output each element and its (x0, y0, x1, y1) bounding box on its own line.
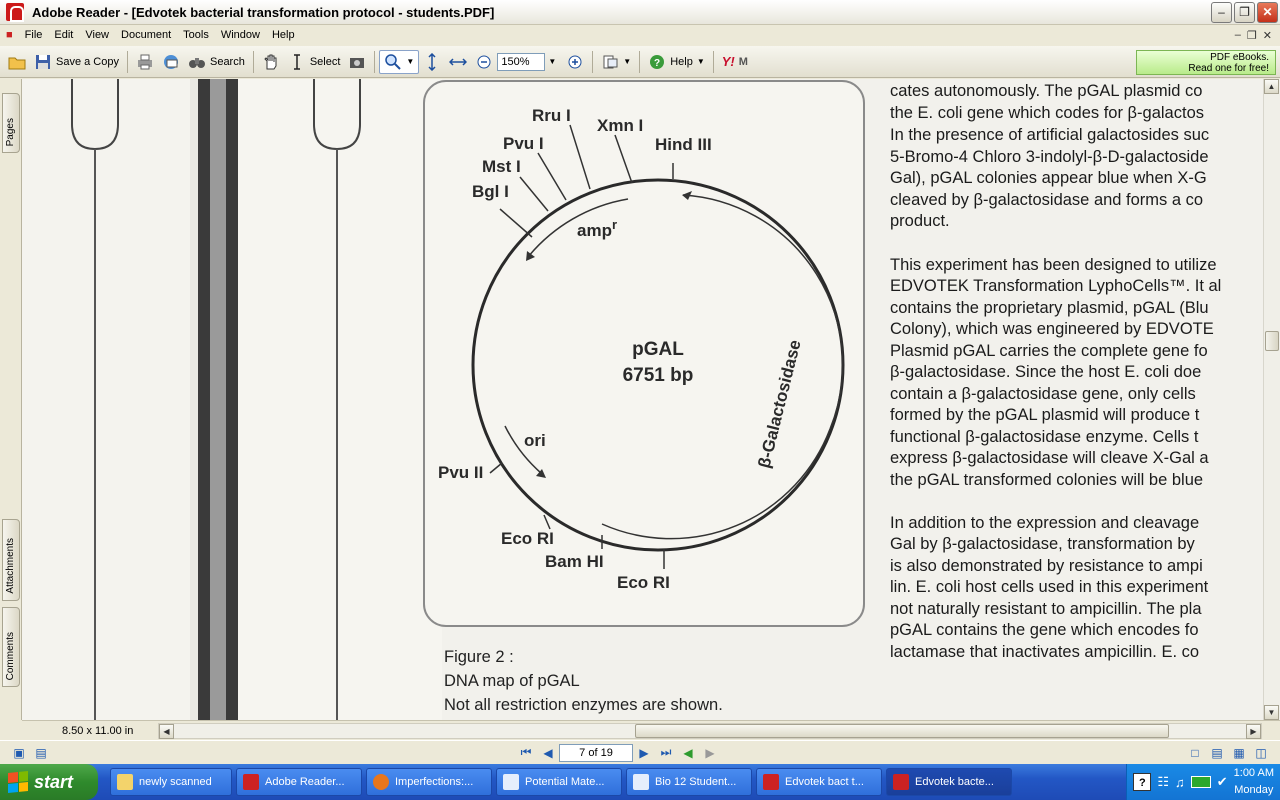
vertical-scrollbar[interactable] (1263, 79, 1280, 720)
status-icon[interactable]: ▣ (13, 745, 25, 760)
label-hind: Hind III (655, 135, 712, 154)
chevron-down-icon: ▼ (623, 57, 632, 66)
help-button[interactable] (644, 50, 709, 74)
label-rru: Rru I (532, 106, 571, 125)
system-clock[interactable] (1234, 765, 1274, 799)
svg-text:?: ? (654, 57, 661, 69)
network-icon[interactable]: ☷ (1157, 774, 1169, 789)
zoom-in-button[interactable] (562, 50, 588, 74)
text-line: not naturally resistant to ampicillin. The pla (890, 600, 1202, 618)
zoom-out-button[interactable] (471, 50, 497, 74)
menu-view[interactable]: View (85, 29, 110, 41)
text-line: This experiment has been designed to utilize (890, 256, 1217, 274)
pdf-icon (763, 774, 779, 790)
comments-tab-label: Comments (5, 631, 16, 680)
label-bam: Bam HI (545, 552, 604, 571)
antivirus-icon[interactable]: ✔ (1216, 774, 1228, 789)
taskbar-item-label: Bio 12 Student... (655, 776, 737, 788)
horizontal-scroll-thumb[interactable] (635, 724, 1169, 738)
text-line: cates autonomously. The pGAL plasmid co (890, 82, 1203, 100)
text-line: contains the proprietary plasmid, pGAL (Blu (890, 299, 1209, 317)
scroll-down-button[interactable]: ▼ (1264, 705, 1279, 720)
title-bar (0, 0, 1280, 25)
battery-icon[interactable] (1191, 776, 1211, 788)
text-line: EDVOTEK Transformation LyphoCells™. It al (890, 277, 1222, 295)
scroll-up-button[interactable]: ▲ (1264, 79, 1279, 94)
go-back-button[interactable]: ◀ (683, 745, 693, 760)
globe-mail-icon (162, 53, 180, 71)
label-pvu1: Pvu I (503, 134, 544, 153)
zoom-in-tool-button[interactable] (379, 50, 419, 74)
rotate-view-button[interactable] (597, 50, 635, 74)
select-tool-button[interactable] (284, 50, 345, 74)
menu-help[interactable]: Help (271, 29, 295, 41)
plasmid-name: pGAL (632, 339, 684, 360)
scroll-left-button[interactable]: ◀ (159, 724, 174, 739)
taskbar-item-label: newly scanned (139, 776, 212, 788)
label-eco1: Eco RI (501, 529, 554, 548)
plasmid-map-figure (420, 79, 870, 639)
save-copy-button[interactable] (30, 50, 123, 74)
separator (253, 51, 254, 73)
horizontal-scrollbar[interactable] (158, 723, 1262, 739)
facing-layout-icon[interactable]: ▦ (1233, 745, 1245, 760)
page-number-field[interactable]: 7 of 19 (559, 744, 633, 762)
text-line: In the presence of artificial galactosides suc (890, 126, 1210, 144)
caption-line-2: DNA map of pGAL (444, 672, 580, 690)
taskbar-item-bio12[interactable] (626, 768, 752, 796)
fit-width-button[interactable] (445, 50, 471, 74)
label-mst: Mst I (482, 157, 521, 176)
doc-minimize-icon[interactable]: – (1234, 28, 1241, 41)
navigation-pane (0, 79, 22, 720)
taskbar-item-label: Potential Mate... (525, 776, 605, 788)
system-tray (1126, 764, 1280, 800)
text-line: pGAL contains the gene which encodes fo (890, 621, 1199, 639)
volume-icon[interactable]: ♫ (1174, 774, 1185, 790)
attachments-tab[interactable] (2, 519, 20, 601)
next-page-button[interactable]: ▶ (639, 745, 649, 760)
fit-page-icon (423, 53, 441, 71)
tube-drawings (22, 79, 442, 720)
go-forward-button[interactable]: ▶ (705, 745, 715, 760)
first-page-button[interactable]: ⏮ (520, 745, 532, 759)
pages-tab[interactable] (2, 93, 20, 153)
text-line: the E. coli gene which codes for β-galactos (890, 104, 1204, 122)
plus-circle-icon (566, 53, 584, 71)
last-page-button[interactable]: ⏭ (660, 745, 672, 759)
camera-icon (348, 53, 366, 71)
document-icon (633, 774, 649, 790)
search-label: Search (209, 55, 245, 68)
fit-width-icon (449, 53, 467, 71)
comments-tab[interactable] (2, 607, 20, 687)
text-line: 5-Bromo-4 Chloro 3-indolyl-β-D-galactoside (890, 148, 1209, 166)
taskbar-item-label: Edvotek bact t... (785, 776, 864, 788)
select-label: Select (309, 55, 341, 68)
open-button[interactable] (4, 50, 30, 74)
separator (127, 51, 128, 73)
label-bgal: β-Galactosidase (754, 337, 805, 470)
text-line: Plasmid pGAL carries the complete gene fo (890, 342, 1208, 360)
print-button[interactable] (132, 50, 158, 74)
document-view[interactable] (22, 79, 1263, 720)
doc-restore-icon[interactable]: ❐ (1246, 29, 1257, 42)
start-button[interactable] (0, 764, 98, 800)
zoom-dropdown-icon[interactable]: ▼ (548, 57, 557, 66)
text-line: is also demonstrated by resistance to ampi (890, 557, 1203, 575)
scroll-thumb[interactable] (1265, 331, 1279, 351)
help-icon (648, 53, 666, 71)
minimize-button[interactable]: – (1211, 2, 1232, 23)
figure-caption (444, 645, 723, 717)
ad-line-2: Read one for free! (1188, 63, 1269, 74)
text-line: lin. E. coli host cells used in this experiment (890, 578, 1209, 596)
label-xmn: Xmn I (597, 116, 644, 135)
taskbar-item-firefox[interactable] (366, 768, 492, 796)
label-pvu2: Pvu II (438, 463, 484, 482)
menu-tools[interactable]: Tools (183, 29, 209, 41)
menu-bar (0, 25, 1280, 45)
pages-tab-label: Pages (5, 117, 16, 146)
folder-icon (117, 774, 133, 790)
label-bgl: Bgl I (472, 182, 509, 201)
attachments-tab-label: Attachments (5, 538, 16, 594)
zoom-level-input[interactable] (497, 53, 545, 71)
taskbar-item-edvotek-bacte[interactable] (886, 768, 1012, 796)
pdf-icon (893, 774, 909, 790)
text-line: Gal by β-galactosidase, transformation by (890, 535, 1195, 553)
layers-icon[interactable]: ▤ (35, 745, 47, 760)
menu-document[interactable]: Document (121, 29, 172, 41)
start-label: start (34, 771, 74, 792)
label-amp-sup: r (611, 217, 618, 232)
page-navigation-bar (0, 740, 1280, 764)
ad-line-1: PDF eBooks. (1210, 52, 1269, 63)
menu-file[interactable]: File (24, 29, 43, 41)
chevron-down-icon: ▼ (406, 57, 415, 66)
doc-menu-icon[interactable]: ■ (6, 29, 13, 41)
rotate-pages-icon (601, 53, 619, 71)
text-cursor-icon (288, 53, 306, 71)
minus-circle-icon (475, 53, 493, 71)
printer-icon (136, 53, 154, 71)
taskbar-item-label: Adobe Reader... (265, 776, 345, 788)
email-button[interactable] (158, 50, 184, 74)
folder-icon (8, 53, 26, 71)
taskbar-item-edvotek-bact[interactable] (756, 768, 882, 796)
yahoo-mail-icon: M (738, 55, 748, 68)
caption-title: Figure 2 : (444, 648, 514, 666)
snapshot-button[interactable] (344, 50, 370, 74)
separator (592, 51, 593, 73)
clock-time: 1:00 AM (1233, 767, 1274, 779)
label-eco2: Eco RI (617, 573, 670, 592)
menu-window[interactable]: Window (220, 29, 260, 41)
scroll-right-button[interactable]: ▶ (1246, 724, 1261, 739)
text-line: Colony), which was engineered by EDVOTE (890, 320, 1214, 338)
text-line: cleaved by β-galactosidase and forms a co (890, 191, 1204, 209)
text-line: product. (890, 212, 950, 230)
caption-line-3: Not all restriction enzymes are shown. (444, 696, 723, 714)
windows-taskbar (0, 764, 1280, 800)
doc-close-icon[interactable]: ✕ (1262, 29, 1272, 42)
svg-text:ampr (577, 217, 617, 240)
yahoo-icon: Y! (721, 54, 735, 69)
adobe-reader-icon (6, 3, 24, 21)
restore-button[interactable]: ❐ (1234, 2, 1255, 23)
binoculars-icon (188, 53, 206, 71)
text-line: the pGAL transformed colonies will be blue (890, 471, 1204, 489)
clock-day: Monday (1234, 784, 1274, 796)
magnifier-zoom-icon (384, 53, 402, 71)
save-copy-label: Save a Copy (56, 55, 119, 68)
text-line: Gal), pGAL colonies appear blue when X-G (890, 169, 1207, 187)
continuous-facing-layout-icon[interactable]: ◫ (1255, 745, 1267, 760)
taskbar-item-label: Edvotek bacte... (915, 776, 994, 788)
help-tray-icon[interactable]: ? (1133, 773, 1151, 791)
single-page-layout-icon[interactable]: □ (1191, 745, 1199, 760)
separator (374, 51, 375, 73)
close-button[interactable]: ✕ (1257, 2, 1278, 23)
label-ori: ori (524, 431, 546, 450)
save-icon (34, 53, 52, 71)
hand-tool-button[interactable] (258, 50, 284, 74)
taskbar-item-adobe-reader[interactable] (236, 768, 362, 796)
plasmid-size: 6751 bp (622, 365, 694, 386)
hand-icon (262, 53, 280, 71)
yahoo-toolbar-button[interactable] (718, 50, 752, 74)
text-line: express β-galactosidase will cleave X-Gal a (890, 449, 1209, 467)
text-line: β-galactosidase. Since the host E. coli doe (890, 363, 1202, 381)
firefox-icon (373, 774, 389, 790)
document-icon (503, 774, 519, 790)
ebooks-ad-banner[interactable] (1136, 50, 1276, 75)
continuous-layout-icon[interactable]: ▤ (1211, 745, 1223, 760)
text-line: In addition to the expression and cleavage (890, 514, 1200, 532)
taskbar-item-label: Imperfections:... (395, 776, 474, 788)
previous-page-button[interactable]: ◀ (543, 745, 553, 760)
separator (639, 51, 640, 73)
text-line: formed by the pGAL plasmid will produce t (890, 406, 1200, 424)
page-size-text: 8.50 x 11.00 in (62, 724, 134, 737)
separator (713, 51, 714, 73)
search-button[interactable] (184, 50, 249, 74)
adobe-reader-icon (243, 774, 259, 790)
text-line: functional β-galactosidase enzyme. Cells t (890, 428, 1199, 446)
window-title: Adobe Reader - [Edvotek bacterial transformation protocol - students.PDF] (32, 4, 495, 20)
text-line: contain a β-galactosidase gene, only cells (890, 385, 1196, 403)
taskbar-item-newly-scanned[interactable] (110, 768, 232, 796)
page-size-bar (22, 720, 1280, 740)
label-amp: amp (577, 221, 612, 240)
text-line: lactamase that inactivates ampicillin. E. co (890, 643, 1200, 661)
chevron-down-icon: ▼ (696, 57, 705, 66)
help-label: Help (670, 55, 693, 68)
toolbar (0, 46, 1280, 78)
windows-logo-icon (8, 771, 28, 793)
fit-page-button[interactable] (419, 50, 445, 74)
menu-edit[interactable]: Edit (54, 29, 74, 41)
taskbar-item-potential-mate[interactable] (496, 768, 622, 796)
